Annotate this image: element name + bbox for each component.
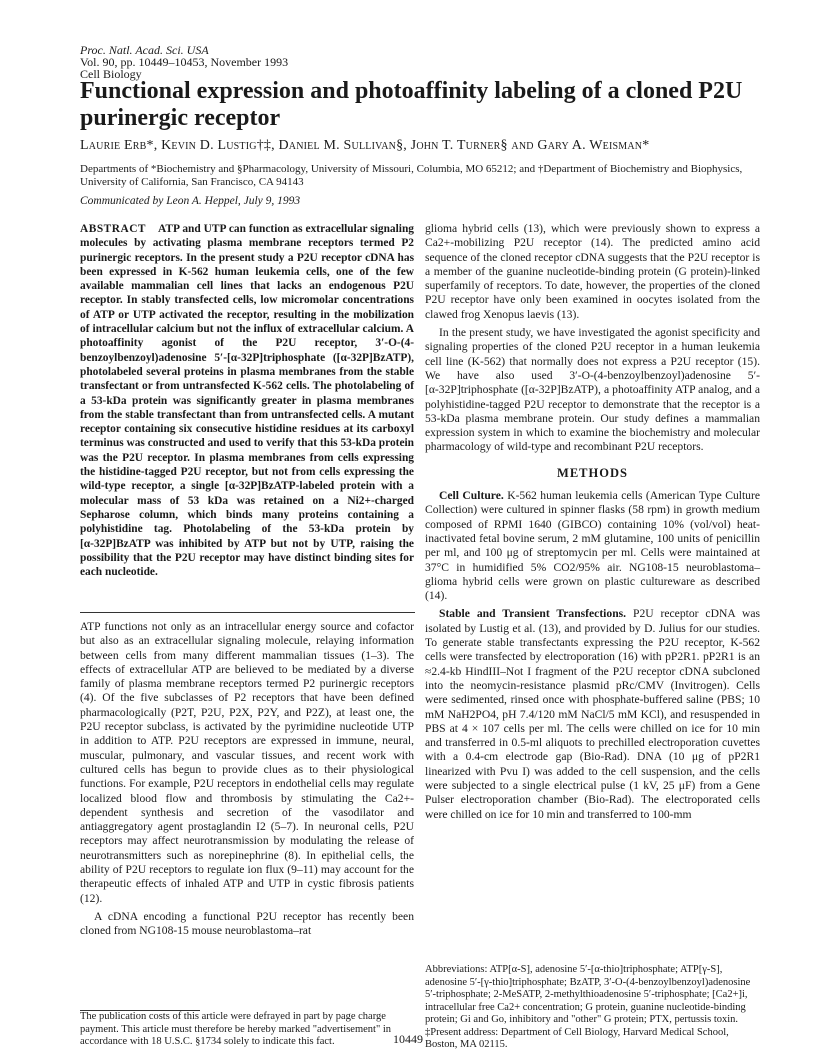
transfection-text: P2U receptor cDNA was isolated by Lustig et al. (13), and provided by D. Julius for our studies. To generate stable transfectants expressing the P2U receptor, K-562 cells were transfected by electroporation (16) with pP2R1. pP2R1 is an ≈2.4-kb HindIII–Not I fragment of the P2U receptor cDNA subcloned into the neomycin-resistance plasmid pRc/CMV (Invitrogen). Cells were sedimented, rinsed once with phosphate-buffered saline (PBS; 10 mM NaH2PO4, pH 7.4/120 mM NaCl/5 mM KCl), and resuspended in PBS at 4 × 107 cells per ml. The cells were chilled on ice for 10 min and transferred in 0.5-ml aliquots to prechilled electroporation cuvettes with a 0.4-cm electrode gap (Bio-Rad). DNA (10 μg of pP2R1 linearized with Pvu I) was added to the cell suspension, and the cells were subjected to a single electrical pulse (1 kV, 25 μF) from a Gene Pulser electroporation chamber (Bio-Rad). The electroporated cells were chilled on ice for 10 min and transferred to 100-mm [425, 607, 760, 821]
intro-paragraph-1: ATP functions not only as an intracellular energy source and cofactor but also as an extracellular signaling molecule, relaying information between cells from many different mammalian tissues (1–3). The effects of extracellular ATP are believed to be mediated by a diverse family of plasma membrane receptors termed P2 purinergic receptors (4). Of the five subclasses of P2 receptors that have been defined pharmacologically (P2T, P2U, P2X, P2Y, and P2Z), at least one, the P2U receptor subclass, is activated by the pyrimidine nucleotide UTP in addition to ATP. P2U receptors are expressed in immune, neural, muscular, pulmonary, and vascular tissues, and recent work with cultured cells has begun to provide clues as to their physiological functions. For example, P2U receptors in endothelial cells may regulate localized blood flow and thrombosis by stimulating the Ca2+-dependent synthesis and secretion of the vasodilator and antiaggregatory agent prostaglandin I2 (5–7). In neuronal cells, P2U receptors may affect neurotransmission by modulating the release of neurotransmitters such as norepinephrine (8). In epithelial cells, the ability of P2U receptors to regulate ion flux (9–11) may account for the therapeutic effects of inhaled ATP and UTP in cystic fibrosis patients (12). [80, 620, 414, 905]
methods-heading: METHODS [557, 465, 628, 480]
cell-culture-text: K-562 human leukemia cells (American Type Culture Collection) were cultured in spinner flasks (58 rpm) in growth medium composed of RPMI 1640 (GIBCO) containing 10% (vol/vol) heat-inactivated fetal bovine serum, 2 mM glutamine, 100 units of penicillin per ml, and 100 μg of streptomycin per ml. Cells were maintained at 37°C in humidified 5% CO2/95% air. NG108-15 neuroblastoma–glioma hybrid cells were grown on plastic cultureware as described (14). [425, 489, 760, 603]
abstract-heading: ABSTRACT [80, 223, 147, 235]
author-list: Laurie Erb*, Kevin D. Lustig†‡, Daniel M. Sullivan§, John T. Turner§ and Gary A. Weisman* [80, 138, 650, 153]
abstract-text: ATP and UTP can function as extracellular signaling molecules by activating plasma membrane receptors termed P2 purinergic receptors. In the present study a P2U receptor cDNA has been expressed in K-562 human leukemia cells, one of the few available mammalian cell lines that lacks an endogenous P2U receptor. In stably transfected cells, low micromolar concentrations of ATP or UTP activated the receptor, resulting in the mobilization of intracellular calcium but not the influx of extracellular calcium. A photoaffinity agonist of the P2U receptor, 3′-O-(4-benzoylbenzoyl)adenosine 5′-[α-32P]triphosphate ([α-32P]BzATP), photolabeled several proteins in plasma membranes from the stable transfectant or from untransfected K-562 cells. The photolabeling of a 53-kDa protein was significantly greater in plasma membranes from the stable transfectant than from untransfected cells. A mutant receptor containing six consecutive histidine residues at its carboxyl terminus was constructed and used to verify that this 53-kDa protein was the P2U receptor. In plasma membranes from cells expressing the histidine-tagged P2U receptor, but not from cells expressing the wild-type receptor, a single [α-32P]BzATP-labeled protein with a molecular mass of 53 kDa was retained on a Ni2+-charged Sepharose column, which binds many proteins containing a polyhistidine tag. Photolabeling of the 53-kDa protein by [α-32P]BzATP was inhibited by ATP but not by UTP, raising the possibility that the P2U receptor may have distinct binding sites for each nucleotide. [80, 223, 414, 579]
publication-footnote: The publication costs of this article were defrayed in part by page charge payment. This article must therefore be hereby marked "advertisement" in accordance with 18 U.S.C. §1734 solely to indicate this fact. [80, 1011, 392, 1047]
transfection-heading: Stable and Transient Transfections. [439, 607, 627, 621]
abstract-divider [80, 612, 415, 613]
abbreviations: Abbreviations: ATP[α-S], adenosine 5′-[α-thio]triphosphate; ATP[γ-S], adenosine 5′-[γ-thio]triphosphate; BzATP, 3′-O-(4-benzoylbenzoyl)adenosine 5′-triphosphate; 2-MeSATP, 2-methylthioadenosine 5′-triphosphate; [Ca2+]i, intracellular free Ca2+ concentration; G protein, guanine nucleotide-binding protein; Gi and Go, inhibitory and "other" G protein; PTX, pertussis toxin. [425, 964, 751, 1025]
journal-section: Cell Biology [80, 67, 142, 81]
abstract [80, 222, 414, 579]
introduction [80, 620, 414, 939]
right-paragraph-1: glioma hybrid cells (13), which were previously shown to express a Ca2+-mobilizing P2U receptor (14). The predicted amino acid sequence of the cloned receptor cDNA suggests that the P2U receptor is a member of the guanine nucleotide-binding protein (G protein)-linked superfamily of receptors. To date, however, the properties of the cloned P2U receptor have only been examined in oocytes isolated from the clawed frog Xenopus laevis (13). [425, 222, 760, 321]
paper-title: Functional expression and photoaffinity labeling of a cloned P2U purinergic receptor [80, 78, 743, 131]
right-column [425, 222, 760, 822]
journal-volume: Vol. 90, pp. 10449–10453, November 1993 [80, 55, 289, 69]
journal-name: Proc. Natl. Acad. Sci. USA [80, 43, 209, 57]
cell-culture-heading: Cell Culture. [439, 489, 504, 503]
present-address: ‡Present address: Department of Cell Biology, Harvard Medical School, Boston, MA 02115. [425, 1026, 729, 1050]
journal-header [80, 44, 288, 80]
right-paragraph-2: In the present study, we have investigated the agonist specificity and signaling properties of the cloned P2U receptor in a human leukemia cell line (K-562) that normally does not express a P2U receptor (15). We have also used 3′-O-(4-benzoylbenzoyl)adenosine 5′-[α-32P]triphosphate ([α-32P]BzATP), a photoaffinity ATP analog, and a polyhistidine-tagged P2U receptor to demonstrate that the receptor is a 53-kDa plasma membrane protein. Our study defines a mammalian expression system in which to examine the biochemistry and molecular pharmacology of wild-type and recombinant P2U receptors. [425, 326, 760, 454]
intro-paragraph-2: A cDNA encoding a functional P2U receptor has recently been cloned from NG108-15 mouse neuroblastoma–rat [80, 909, 414, 938]
communicated-by: Communicated by Leon A. Heppel, July 9, 1993 [80, 195, 301, 207]
affiliations: Departments of *Biochemistry and §Pharmacology, University of Missouri, Columbia, MO 65212; and †Department of Biochemistry and Biophysics, University of California, San Francisco, CA 94143 [80, 163, 743, 188]
page-number: 10449 [393, 1032, 423, 1046]
